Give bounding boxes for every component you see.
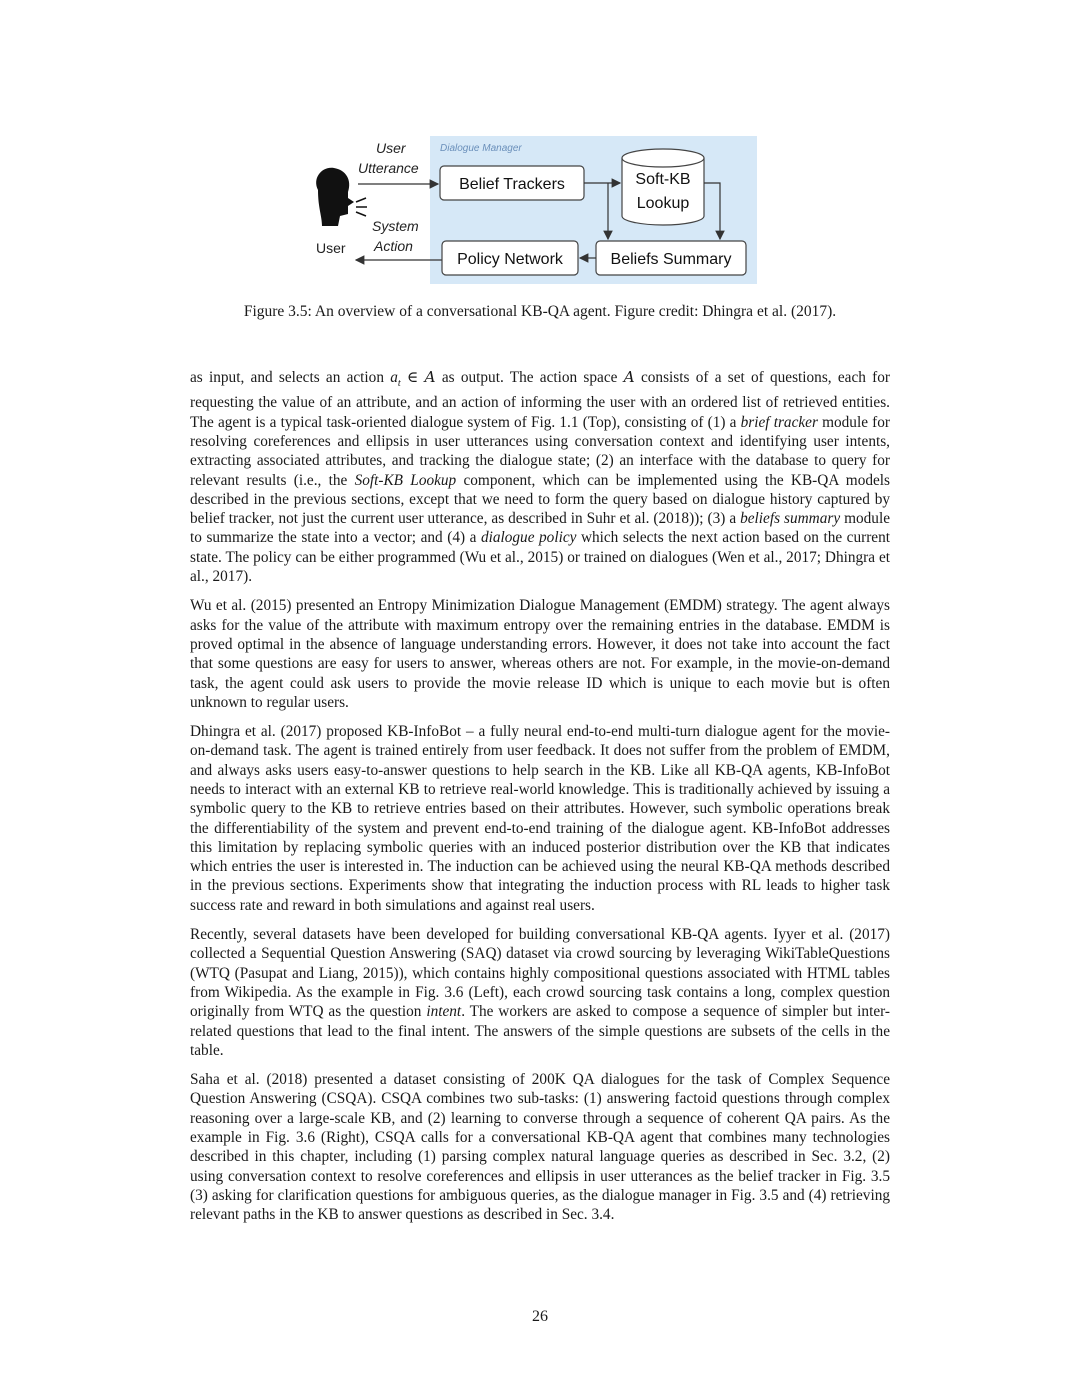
- user-speaking-icon: [316, 168, 367, 226]
- beliefs-summary-label: Beliefs Summary: [610, 251, 732, 268]
- user-utterance-label-1: User: [376, 140, 406, 156]
- system-action-label-2: Action: [374, 238, 413, 254]
- policy-network-label: Policy Network: [457, 251, 563, 268]
- soft-kb-label-1: Soft-KB: [635, 171, 691, 188]
- dialogue-agent-figure: [300, 128, 770, 298]
- body-text: [190, 368, 890, 1235]
- figure-caption: Figure 3.5: An overview of a conversational KB-QA agent. Figure credit: Dhingra et al. (2017).: [243, 303, 837, 320]
- soft-kb-label-2: Lookup: [636, 195, 690, 212]
- user-label: User: [316, 240, 346, 256]
- paragraph-3: Dhingra et al. (2017) proposed KB-InfoBot – a fully neural end-to-end multi-turn dialogue agent for the movie-on-demand task. The agent is trained entirely from user feedback. It does not suffer from the problem of EMDM, and always asks users easy-to-answer questions to help search in the KB. Like all KB-QA agents, KB-InfoBot needs to interact with an external KB to retrieve real-world knowledge. This is traditionally achieved by issuing a symbolic query to the KB to retrieve entries based on their attributes. However, such symbolic operations break the differentiability of the system and prevent end-to-end training of the dialogue agent. KB-InfoBot addresses this limitation by replacing symbolic queries with an induced posterior distribution over the KB that indicates which entries the user is interested in. The induction can be achieved using the neural KB-QA methods described in the previous sections. Experiments show that integrating the induction process with RL leads to higher task success rate and reward in both simulations and against real users.: [190, 723, 890, 914]
- user-utterance-label-2: Utterance: [358, 160, 419, 176]
- paragraph-4: Recently, several datasets have been developed for building conversational KB-QA agents. Iyyer et al. (2017) collected a Sequential Question Answering (SAQ) dataset via crowd sourcing by leveraging WikiTableQuestions (WTQ (Pasupat and Liang, 2015)), which contains highly compositional questions associated with HTML tables from Wikipedia. As the example in Fig. 3.6 (Left), each crowd sourcing task contains a long, complex question originally from WTQ as the question intent. The workers are asked to compose a sequence of simpler but inter-related questions that lead to the final intent. The answers of the simple questions are subsets of the cells in the table.: [190, 926, 891, 1059]
- page-number: 26: [532, 1308, 548, 1325]
- belief-trackers-label: Belief Trackers: [459, 176, 565, 193]
- paragraph-1: as input, and selects an action $a_t$ ∈ A as output. The action space A consists of a set of questions, each for requesting the value of an attribute, and an action of informing the user with an ordered list of retrieved entities. The agent is a typical task-oriented dialogue system of Fig. 1.1 (Top), consisting of (1) a brief tracker module for resolving coreferences and ellipsis in user utterances using conversation context and identifying user intents, extracting associated attributes, and tracking the dialogue state; (2) an interface with the database to query for relevant results (i.e., the Soft-KB Lookup component, which can be implemented using the KB-QA models described in the previous sections, except that we need to form the query based on dialogue history captured by belief tracker, not just the current user utterance, as described in Suhr et al. (2018)); (3) a beliefs summary module to summarize the state into a vector; and (4) a dialogue policy which selects the next action based on the current state. The policy can be either programmed (Wu et al., 2015) or trained on dialogues (Wen et al., 2017; Dhingra et al., 2017).: [190, 368, 891, 586]
- paragraph-5: Saha et al. (2018) presented a dataset consisting of 200K QA dialogues for the task of Complex Sequence Question Answering (CSQA). CSQA combines two sub-tasks: (1) answering factoid questions through complex reasoning over a large-scale KB, and (2) learning to converse through a sequence of coherent QA pairs. As the example in Fig. 3.6 (Right), CSQA calls for a conversational KB-QA agent that combines many technologies described in this chapter, including (1) parsing complex natural language queries as described in Sec. 3.2, (2) using conversation context to resolve coreferences and ellipsis in user utterances as the belief tracker in Fig. 3.5 (3) asking for clarification questions for ambiguous queries, as the dialogue manager in Fig. 3.5 and (4) retrieving relevant paths in the KB to answer questions as described in Sec. 3.4.: [190, 1071, 890, 1224]
- paragraph-2: Wu et al. (2015) presented an Entropy Minimization Dialogue Management (EMDM) strategy. The agent always asks for the value of the attribute with maximum entropy over the remaining entries in the database. EMDM is proved optimal in the absence of language understanding errors. However, it does not take into account the fact that some questions are easy for users to answer, whereas others are not. For example, in the movie-on-demand task, the agent could ask users to provide the movie release ID which is unique to each movie but is often unknown to regular users.: [190, 597, 890, 711]
- system-action-label-1: System: [372, 218, 419, 234]
- dialogue-manager-label: Dialogue Manager: [440, 143, 522, 154]
